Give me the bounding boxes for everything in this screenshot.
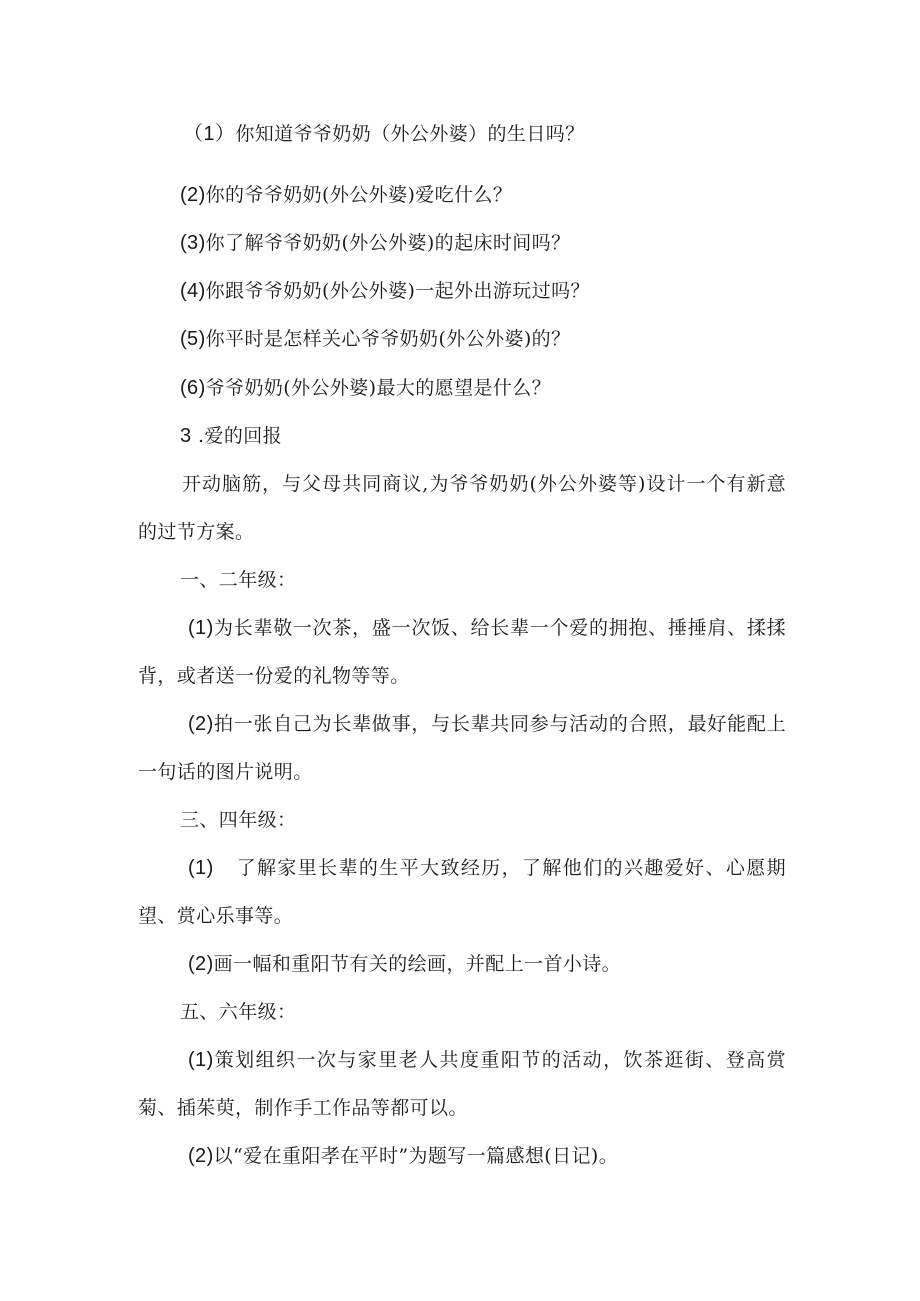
grade-3-4-item-1 [138,844,786,940]
grade-5-6-heading: 五、六年级： [180,1001,297,1023]
item-number: (1) [188,857,214,879]
question-6 [180,376,551,400]
question-5 [180,327,570,351]
question-number: (4) [180,280,206,302]
question-text: 你平时是怎样关心爷爷奶奶(外公外婆)的？ [205,328,571,350]
question-text: 你知道爷爷奶奶（外公外婆）的生日吗？ [235,123,585,145]
grade-5-6-item-1 [138,1036,786,1132]
section-number: 3 [180,425,192,447]
intro-paragraph: 开动脑筋，与父母共同商议,为爷爷奶奶(外公外婆等)设计一个有新意的过节方案。 [138,473,786,543]
item-number: (1) [188,617,214,639]
section-heading [180,424,282,448]
question-text: 你的爷爷奶奶(外公外婆)爱吃什么？ [205,184,513,206]
question-number: （1） [183,123,236,145]
question-3 [180,231,570,255]
question-number: (5) [180,328,206,350]
question-2 [180,183,512,207]
grade-1-2-item-2 [138,700,786,796]
question-number: (3) [180,232,206,254]
question-text: 你跟爷爷奶奶(外公外婆)一起外出游玩过吗？ [205,280,590,302]
item-number: (2) [188,713,214,735]
grade-1-2-item-1 [138,604,786,700]
item-number: (1) [188,1049,214,1071]
item-text: 以“爱在重阳孝在平时”为题写一篇感想(日记)。 [213,1145,619,1167]
item-text: 了解家里长辈的生平大致经历，了解他们的兴趣爱好、心愿期望、赏心乐事等。 [138,857,786,927]
grade-1-2-heading: 一、二年级： [180,569,297,591]
question-4 [180,279,590,303]
item-number: (2) [188,953,214,975]
item-text: 为长辈敬一次茶，盛一次饭、给长辈一个爱的拥抱、捶捶肩、揉揉背，或者送一份爱的礼物等等。 [138,617,786,687]
grade-3-4-item-2 [188,952,621,976]
question-text: 爷爷奶奶(外公外婆)最大的愿望是什么？ [205,377,552,399]
grade-3-4-heading: 三、四年级： [180,809,297,831]
question-number: (2) [180,184,206,206]
item-number: (2) [188,1145,214,1167]
grade-5-6-item-2 [188,1144,618,1168]
item-text: 拍一张自己为长辈做事，与长辈共同参与活动的合照，最好能配上一句话的图片说明。 [138,713,786,783]
question-text: 你了解爷爷奶奶(外公外婆)的起床时间吗？ [205,232,571,254]
item-text: 策划组织一次与家里老人共度重阳节的活动，饮茶逛街、登高赏菊、插茱萸，制作手工作品等都可以。 [138,1049,786,1119]
item-text: 画一幅和重阳节有关的绘画，并配上一首小诗。 [213,953,622,975]
question-number: (6) [180,377,206,399]
section-title: .爱的回报 [197,425,283,447]
question-1 [183,122,585,146]
